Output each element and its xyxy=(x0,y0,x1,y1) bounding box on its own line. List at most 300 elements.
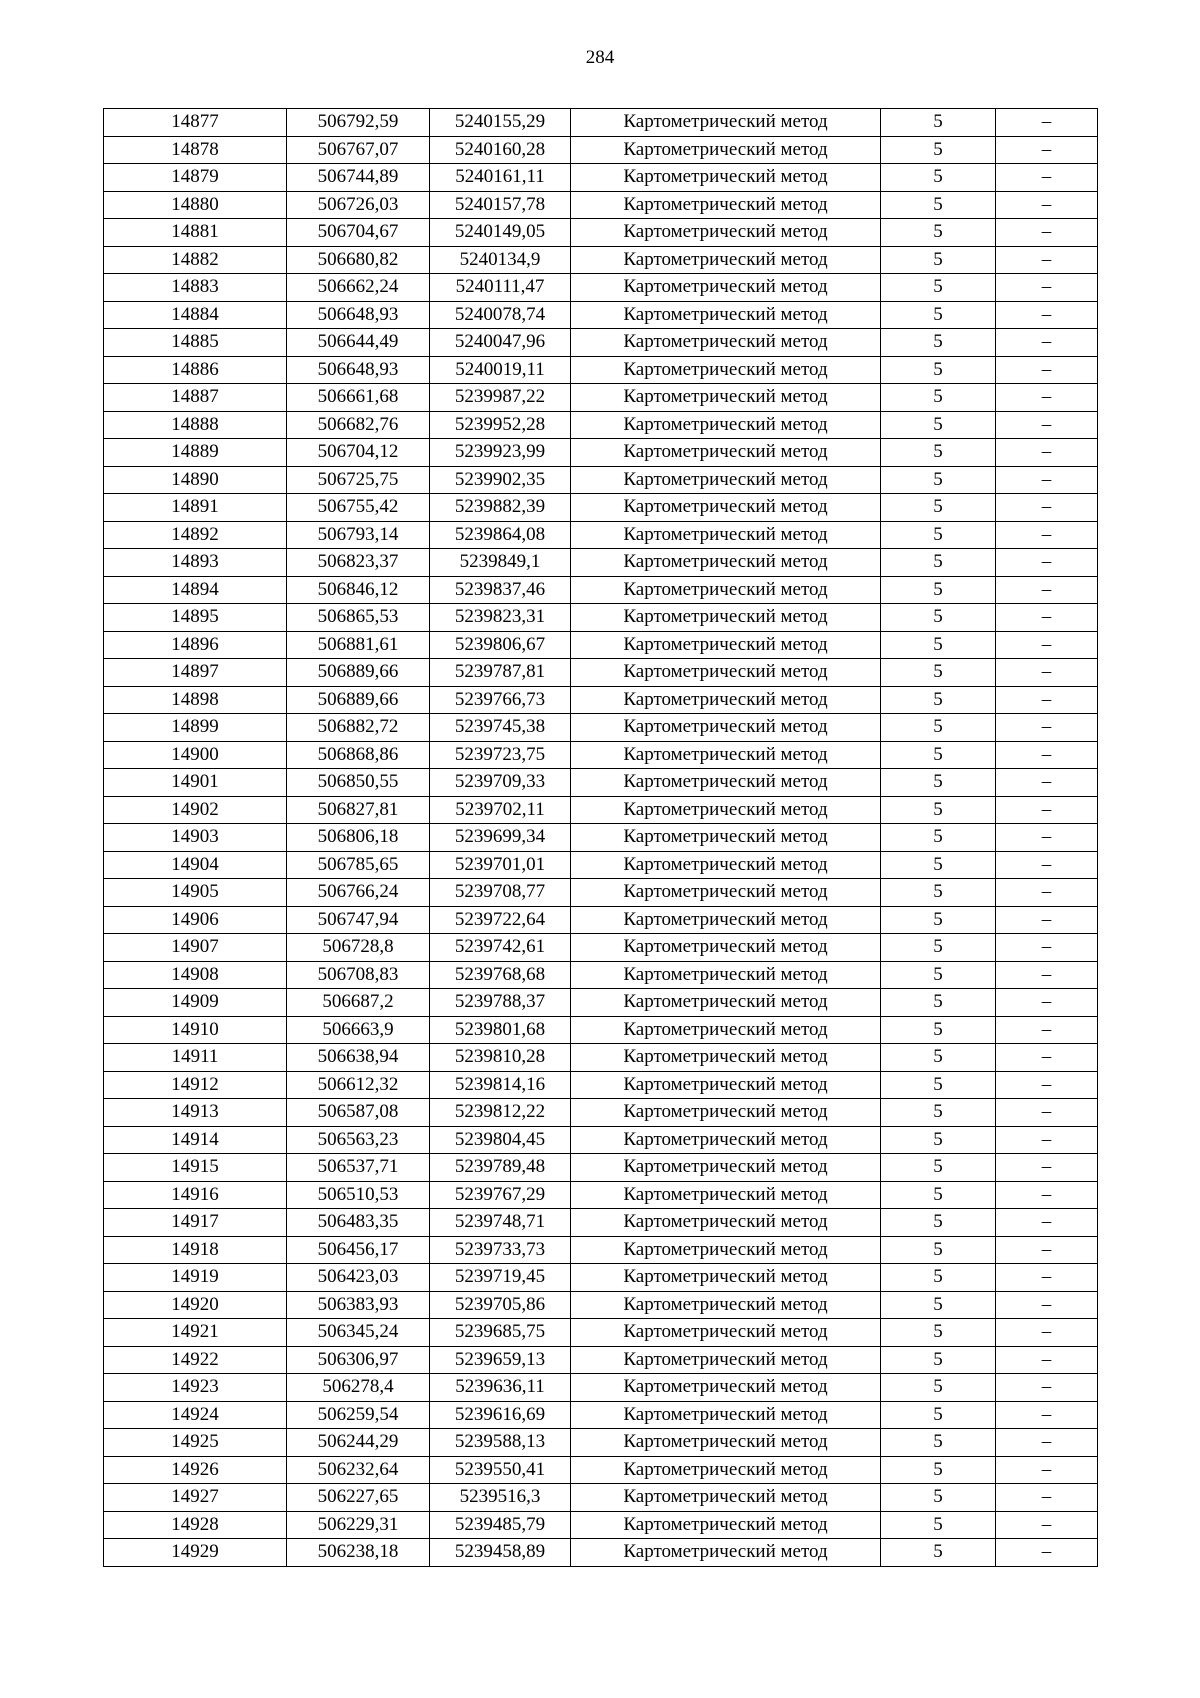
point-number-cell: 14929 xyxy=(104,1539,287,1567)
y-coordinate-cell: 5240047,96 xyxy=(430,329,571,357)
accuracy-cell: 5 xyxy=(881,1181,996,1209)
point-number-cell: 14893 xyxy=(104,549,287,577)
table-row xyxy=(104,714,1098,742)
table-row xyxy=(104,1319,1098,1347)
method-cell: Картометрический метод xyxy=(571,851,881,879)
note-cell: – xyxy=(996,1071,1098,1099)
method-cell: Картометрический метод xyxy=(571,1456,881,1484)
accuracy-cell: 5 xyxy=(881,1346,996,1374)
table-row xyxy=(104,1429,1098,1457)
x-coordinate-cell: 506744,89 xyxy=(287,164,430,192)
x-coordinate-cell: 506232,64 xyxy=(287,1456,430,1484)
method-cell: Картометрический метод xyxy=(571,576,881,604)
note-cell: – xyxy=(996,411,1098,439)
point-number-cell: 14885 xyxy=(104,329,287,357)
table-row xyxy=(104,576,1098,604)
accuracy-cell: 5 xyxy=(881,1154,996,1182)
y-coordinate-cell: 5239705,86 xyxy=(430,1291,571,1319)
point-number-cell: 14907 xyxy=(104,934,287,962)
point-number-cell: 14912 xyxy=(104,1071,287,1099)
method-cell: Картометрический метод xyxy=(571,301,881,329)
point-number-cell: 14905 xyxy=(104,879,287,907)
y-coordinate-cell: 5239864,08 xyxy=(430,521,571,549)
method-cell: Картометрический метод xyxy=(571,164,881,192)
point-number-cell: 14881 xyxy=(104,219,287,247)
y-coordinate-cell: 5240078,74 xyxy=(430,301,571,329)
y-coordinate-cell: 5239814,16 xyxy=(430,1071,571,1099)
note-cell: – xyxy=(996,1346,1098,1374)
method-cell: Картометрический метод xyxy=(571,714,881,742)
point-number-cell: 14900 xyxy=(104,741,287,769)
method-cell: Картометрический метод xyxy=(571,1181,881,1209)
note-cell: – xyxy=(996,164,1098,192)
method-cell: Картометрический метод xyxy=(571,1346,881,1374)
x-coordinate-cell: 506563,23 xyxy=(287,1126,430,1154)
accuracy-cell: 5 xyxy=(881,301,996,329)
point-number-cell: 14897 xyxy=(104,659,287,687)
y-coordinate-cell: 5239804,45 xyxy=(430,1126,571,1154)
note-cell: – xyxy=(996,1044,1098,1072)
x-coordinate-cell: 506483,35 xyxy=(287,1209,430,1237)
y-coordinate-cell: 5239801,68 xyxy=(430,1016,571,1044)
method-cell: Картометрический метод xyxy=(571,1264,881,1292)
accuracy-cell: 5 xyxy=(881,1016,996,1044)
note-cell: – xyxy=(996,961,1098,989)
accuracy-cell: 5 xyxy=(881,246,996,274)
x-coordinate-cell: 506767,07 xyxy=(287,136,430,164)
point-number-cell: 14911 xyxy=(104,1044,287,1072)
point-number-cell: 14924 xyxy=(104,1401,287,1429)
x-coordinate-cell: 506345,24 xyxy=(287,1319,430,1347)
point-number-cell: 14908 xyxy=(104,961,287,989)
point-number-cell: 14898 xyxy=(104,686,287,714)
point-number-cell: 14879 xyxy=(104,164,287,192)
y-coordinate-cell: 5239952,28 xyxy=(430,411,571,439)
x-coordinate-cell: 506587,08 xyxy=(287,1099,430,1127)
accuracy-cell: 5 xyxy=(881,714,996,742)
y-coordinate-cell: 5239810,28 xyxy=(430,1044,571,1072)
note-cell: – xyxy=(996,604,1098,632)
accuracy-cell: 5 xyxy=(881,549,996,577)
table-row xyxy=(104,1291,1098,1319)
note-cell: – xyxy=(996,494,1098,522)
accuracy-cell: 5 xyxy=(881,769,996,797)
table-row xyxy=(104,1126,1098,1154)
x-coordinate-cell: 506850,55 xyxy=(287,769,430,797)
table-row xyxy=(104,631,1098,659)
point-number-cell: 14925 xyxy=(104,1429,287,1457)
coordinates-table-body xyxy=(104,109,1098,1567)
note-cell: – xyxy=(996,631,1098,659)
x-coordinate-cell: 506680,82 xyxy=(287,246,430,274)
method-cell: Картометрический метод xyxy=(571,1429,881,1457)
y-coordinate-cell: 5240019,11 xyxy=(430,356,571,384)
note-cell: – xyxy=(996,1429,1098,1457)
note-cell: – xyxy=(996,439,1098,467)
x-coordinate-cell: 506704,67 xyxy=(287,219,430,247)
y-coordinate-cell: 5239902,35 xyxy=(430,466,571,494)
accuracy-cell: 5 xyxy=(881,851,996,879)
y-coordinate-cell: 5240160,28 xyxy=(430,136,571,164)
point-number-cell: 14923 xyxy=(104,1374,287,1402)
y-coordinate-cell: 5239923,99 xyxy=(430,439,571,467)
x-coordinate-cell: 506846,12 xyxy=(287,576,430,604)
point-number-cell: 14928 xyxy=(104,1511,287,1539)
y-coordinate-cell: 5239550,41 xyxy=(430,1456,571,1484)
accuracy-cell: 5 xyxy=(881,1071,996,1099)
method-cell: Картометрический метод xyxy=(571,1071,881,1099)
table-row xyxy=(104,549,1098,577)
y-coordinate-cell: 5239516,3 xyxy=(430,1484,571,1512)
point-number-cell: 14926 xyxy=(104,1456,287,1484)
accuracy-cell: 5 xyxy=(881,164,996,192)
accuracy-cell: 5 xyxy=(881,521,996,549)
accuracy-cell: 5 xyxy=(881,191,996,219)
table-row xyxy=(104,1264,1098,1292)
note-cell: – xyxy=(996,301,1098,329)
x-coordinate-cell: 506682,76 xyxy=(287,411,430,439)
x-coordinate-cell: 506537,71 xyxy=(287,1154,430,1182)
method-cell: Картометрический метод xyxy=(571,1154,881,1182)
y-coordinate-cell: 5239745,38 xyxy=(430,714,571,742)
note-cell: – xyxy=(996,1539,1098,1567)
note-cell: – xyxy=(996,549,1098,577)
table-row xyxy=(104,1401,1098,1429)
table-row xyxy=(104,301,1098,329)
point-number-cell: 14914 xyxy=(104,1126,287,1154)
accuracy-cell: 5 xyxy=(881,659,996,687)
x-coordinate-cell: 506755,42 xyxy=(287,494,430,522)
table-row xyxy=(104,659,1098,687)
y-coordinate-cell: 5239685,75 xyxy=(430,1319,571,1347)
table-row xyxy=(104,604,1098,632)
note-cell: – xyxy=(996,906,1098,934)
y-coordinate-cell: 5239709,33 xyxy=(430,769,571,797)
method-cell: Картометрический метод xyxy=(571,1319,881,1347)
x-coordinate-cell: 506278,4 xyxy=(287,1374,430,1402)
table-row xyxy=(104,1099,1098,1127)
method-cell: Картометрический метод xyxy=(571,1291,881,1319)
note-cell: – xyxy=(996,274,1098,302)
table-row xyxy=(104,1181,1098,1209)
accuracy-cell: 5 xyxy=(881,1319,996,1347)
table-row xyxy=(104,741,1098,769)
y-coordinate-cell: 5239742,61 xyxy=(430,934,571,962)
x-coordinate-cell: 506766,24 xyxy=(287,879,430,907)
table-row xyxy=(104,1456,1098,1484)
x-coordinate-cell: 506661,68 xyxy=(287,384,430,412)
note-cell: – xyxy=(996,246,1098,274)
point-number-cell: 14877 xyxy=(104,109,287,137)
point-number-cell: 14917 xyxy=(104,1209,287,1237)
table-row xyxy=(104,1539,1098,1567)
x-coordinate-cell: 506726,03 xyxy=(287,191,430,219)
accuracy-cell: 5 xyxy=(881,576,996,604)
note-cell: – xyxy=(996,1264,1098,1292)
x-coordinate-cell: 506882,72 xyxy=(287,714,430,742)
method-cell: Картометрический метод xyxy=(571,879,881,907)
point-number-cell: 14896 xyxy=(104,631,287,659)
method-cell: Картометрический метод xyxy=(571,246,881,274)
table-row xyxy=(104,989,1098,1017)
y-coordinate-cell: 5239588,13 xyxy=(430,1429,571,1457)
note-cell: – xyxy=(996,1099,1098,1127)
method-cell: Картометрический метод xyxy=(571,411,881,439)
table-row xyxy=(104,934,1098,962)
y-coordinate-cell: 5239733,73 xyxy=(430,1236,571,1264)
method-cell: Картометрический метод xyxy=(571,1126,881,1154)
x-coordinate-cell: 506648,93 xyxy=(287,301,430,329)
point-number-cell: 14887 xyxy=(104,384,287,412)
method-cell: Картометрический метод xyxy=(571,961,881,989)
point-number-cell: 14909 xyxy=(104,989,287,1017)
point-number-cell: 14884 xyxy=(104,301,287,329)
x-coordinate-cell: 506238,18 xyxy=(287,1539,430,1567)
note-cell: – xyxy=(996,741,1098,769)
x-coordinate-cell: 506889,66 xyxy=(287,659,430,687)
accuracy-cell: 5 xyxy=(881,1484,996,1512)
method-cell: Картометрический метод xyxy=(571,1044,881,1072)
method-cell: Картометрический метод xyxy=(571,604,881,632)
table-row xyxy=(104,136,1098,164)
point-number-cell: 14894 xyxy=(104,576,287,604)
table-row xyxy=(104,439,1098,467)
accuracy-cell: 5 xyxy=(881,631,996,659)
note-cell: – xyxy=(996,1374,1098,1402)
accuracy-cell: 5 xyxy=(881,1539,996,1567)
note-cell: – xyxy=(996,1456,1098,1484)
y-coordinate-cell: 5239616,69 xyxy=(430,1401,571,1429)
method-cell: Картометрический метод xyxy=(571,109,881,137)
point-number-cell: 14916 xyxy=(104,1181,287,1209)
accuracy-cell: 5 xyxy=(881,329,996,357)
accuracy-cell: 5 xyxy=(881,1126,996,1154)
x-coordinate-cell: 506792,59 xyxy=(287,109,430,137)
y-coordinate-cell: 5239702,11 xyxy=(430,796,571,824)
accuracy-cell: 5 xyxy=(881,136,996,164)
point-number-cell: 14920 xyxy=(104,1291,287,1319)
table-row xyxy=(104,769,1098,797)
note-cell: – xyxy=(996,329,1098,357)
table-row xyxy=(104,906,1098,934)
accuracy-cell: 5 xyxy=(881,1044,996,1072)
table-row xyxy=(104,384,1098,412)
y-coordinate-cell: 5239767,29 xyxy=(430,1181,571,1209)
point-number-cell: 14889 xyxy=(104,439,287,467)
accuracy-cell: 5 xyxy=(881,1511,996,1539)
x-coordinate-cell: 506708,83 xyxy=(287,961,430,989)
method-cell: Картометрический метод xyxy=(571,494,881,522)
table-row xyxy=(104,1346,1098,1374)
y-coordinate-cell: 5239485,79 xyxy=(430,1511,571,1539)
accuracy-cell: 5 xyxy=(881,1456,996,1484)
method-cell: Картометрический метод xyxy=(571,274,881,302)
y-coordinate-cell: 5240157,78 xyxy=(430,191,571,219)
accuracy-cell: 5 xyxy=(881,604,996,632)
note-cell: – xyxy=(996,714,1098,742)
method-cell: Картометрический метод xyxy=(571,1484,881,1512)
method-cell: Картометрический метод xyxy=(571,219,881,247)
y-coordinate-cell: 5239722,64 xyxy=(430,906,571,934)
method-cell: Картометрический метод xyxy=(571,686,881,714)
note-cell: – xyxy=(996,1401,1098,1429)
table-row xyxy=(104,411,1098,439)
x-coordinate-cell: 506881,61 xyxy=(287,631,430,659)
method-cell: Картометрический метод xyxy=(571,769,881,797)
table-row xyxy=(104,1154,1098,1182)
accuracy-cell: 5 xyxy=(881,686,996,714)
method-cell: Картометрический метод xyxy=(571,1374,881,1402)
point-number-cell: 14892 xyxy=(104,521,287,549)
point-number-cell: 14902 xyxy=(104,796,287,824)
y-coordinate-cell: 5239768,68 xyxy=(430,961,571,989)
y-coordinate-cell: 5239789,48 xyxy=(430,1154,571,1182)
accuracy-cell: 5 xyxy=(881,494,996,522)
table-row xyxy=(104,356,1098,384)
point-number-cell: 14901 xyxy=(104,769,287,797)
x-coordinate-cell: 506244,29 xyxy=(287,1429,430,1457)
point-number-cell: 14880 xyxy=(104,191,287,219)
note-cell: – xyxy=(996,1319,1098,1347)
y-coordinate-cell: 5239788,37 xyxy=(430,989,571,1017)
table-row xyxy=(104,329,1098,357)
accuracy-cell: 5 xyxy=(881,824,996,852)
y-coordinate-cell: 5239849,1 xyxy=(430,549,571,577)
table-row xyxy=(104,191,1098,219)
accuracy-cell: 5 xyxy=(881,1291,996,1319)
note-cell: – xyxy=(996,659,1098,687)
note-cell: – xyxy=(996,769,1098,797)
x-coordinate-cell: 506612,32 xyxy=(287,1071,430,1099)
x-coordinate-cell: 506785,65 xyxy=(287,851,430,879)
x-coordinate-cell: 506823,37 xyxy=(287,549,430,577)
method-cell: Картометрический метод xyxy=(571,1539,881,1567)
note-cell: – xyxy=(996,191,1098,219)
note-cell: – xyxy=(996,989,1098,1017)
y-coordinate-cell: 5240161,11 xyxy=(430,164,571,192)
x-coordinate-cell: 506383,93 xyxy=(287,1291,430,1319)
x-coordinate-cell: 506747,94 xyxy=(287,906,430,934)
method-cell: Картометрический метод xyxy=(571,631,881,659)
point-number-cell: 14913 xyxy=(104,1099,287,1127)
y-coordinate-cell: 5240111,47 xyxy=(430,274,571,302)
point-number-cell: 14878 xyxy=(104,136,287,164)
point-number-cell: 14903 xyxy=(104,824,287,852)
accuracy-cell: 5 xyxy=(881,1374,996,1402)
page-number: 284 xyxy=(585,47,615,68)
x-coordinate-cell: 506510,53 xyxy=(287,1181,430,1209)
method-cell: Картометрический метод xyxy=(571,191,881,219)
table-row xyxy=(104,466,1098,494)
x-coordinate-cell: 506306,97 xyxy=(287,1346,430,1374)
note-cell: – xyxy=(996,576,1098,604)
coordinates-table xyxy=(103,108,1098,1567)
note-cell: – xyxy=(996,1126,1098,1154)
point-number-cell: 14910 xyxy=(104,1016,287,1044)
accuracy-cell: 5 xyxy=(881,384,996,412)
method-cell: Картометрический метод xyxy=(571,906,881,934)
note-cell: – xyxy=(996,1511,1098,1539)
x-coordinate-cell: 506827,81 xyxy=(287,796,430,824)
accuracy-cell: 5 xyxy=(881,961,996,989)
point-number-cell: 14918 xyxy=(104,1236,287,1264)
table-row xyxy=(104,1374,1098,1402)
point-number-cell: 14891 xyxy=(104,494,287,522)
y-coordinate-cell: 5239987,22 xyxy=(430,384,571,412)
x-coordinate-cell: 506704,12 xyxy=(287,439,430,467)
method-cell: Картометрический метод xyxy=(571,329,881,357)
x-coordinate-cell: 506227,65 xyxy=(287,1484,430,1512)
point-number-cell: 14882 xyxy=(104,246,287,274)
note-cell: – xyxy=(996,851,1098,879)
y-coordinate-cell: 5239812,22 xyxy=(430,1099,571,1127)
y-coordinate-cell: 5239458,89 xyxy=(430,1539,571,1567)
y-coordinate-cell: 5239806,67 xyxy=(430,631,571,659)
note-cell: – xyxy=(996,796,1098,824)
x-coordinate-cell: 506663,9 xyxy=(287,1016,430,1044)
method-cell: Картометрический метод xyxy=(571,989,881,1017)
method-cell: Картометрический метод xyxy=(571,659,881,687)
method-cell: Картометрический метод xyxy=(571,136,881,164)
y-coordinate-cell: 5239701,01 xyxy=(430,851,571,879)
method-cell: Картометрический метод xyxy=(571,934,881,962)
table-row xyxy=(104,1071,1098,1099)
accuracy-cell: 5 xyxy=(881,109,996,137)
table-row xyxy=(104,796,1098,824)
table-row xyxy=(104,246,1098,274)
y-coordinate-cell: 5239823,31 xyxy=(430,604,571,632)
method-cell: Картометрический метод xyxy=(571,796,881,824)
accuracy-cell: 5 xyxy=(881,411,996,439)
y-coordinate-cell: 5239636,11 xyxy=(430,1374,571,1402)
x-coordinate-cell: 506229,31 xyxy=(287,1511,430,1539)
y-coordinate-cell: 5239659,13 xyxy=(430,1346,571,1374)
point-number-cell: 14895 xyxy=(104,604,287,632)
point-number-cell: 14906 xyxy=(104,906,287,934)
accuracy-cell: 5 xyxy=(881,356,996,384)
point-number-cell: 14922 xyxy=(104,1346,287,1374)
x-coordinate-cell: 506728,8 xyxy=(287,934,430,962)
note-cell: – xyxy=(996,109,1098,137)
method-cell: Картометрический метод xyxy=(571,466,881,494)
note-cell: – xyxy=(996,1154,1098,1182)
method-cell: Картометрический метод xyxy=(571,1511,881,1539)
table-row xyxy=(104,686,1098,714)
note-cell: – xyxy=(996,1016,1098,1044)
x-coordinate-cell: 506865,53 xyxy=(287,604,430,632)
method-cell: Картометрический метод xyxy=(571,741,881,769)
x-coordinate-cell: 506725,75 xyxy=(287,466,430,494)
y-coordinate-cell: 5239699,34 xyxy=(430,824,571,852)
note-cell: – xyxy=(996,1291,1098,1319)
x-coordinate-cell: 506662,24 xyxy=(287,274,430,302)
method-cell: Картометрический метод xyxy=(571,1236,881,1264)
accuracy-cell: 5 xyxy=(881,1401,996,1429)
accuracy-cell: 5 xyxy=(881,1264,996,1292)
table-row xyxy=(104,219,1098,247)
accuracy-cell: 5 xyxy=(881,219,996,247)
table-row xyxy=(104,851,1098,879)
note-cell: – xyxy=(996,384,1098,412)
method-cell: Картометрический метод xyxy=(571,521,881,549)
x-coordinate-cell: 506806,18 xyxy=(287,824,430,852)
accuracy-cell: 5 xyxy=(881,1236,996,1264)
method-cell: Картометрический метод xyxy=(571,356,881,384)
table-row xyxy=(104,1511,1098,1539)
x-coordinate-cell: 506687,2 xyxy=(287,989,430,1017)
y-coordinate-cell: 5239787,81 xyxy=(430,659,571,687)
table-row xyxy=(104,879,1098,907)
